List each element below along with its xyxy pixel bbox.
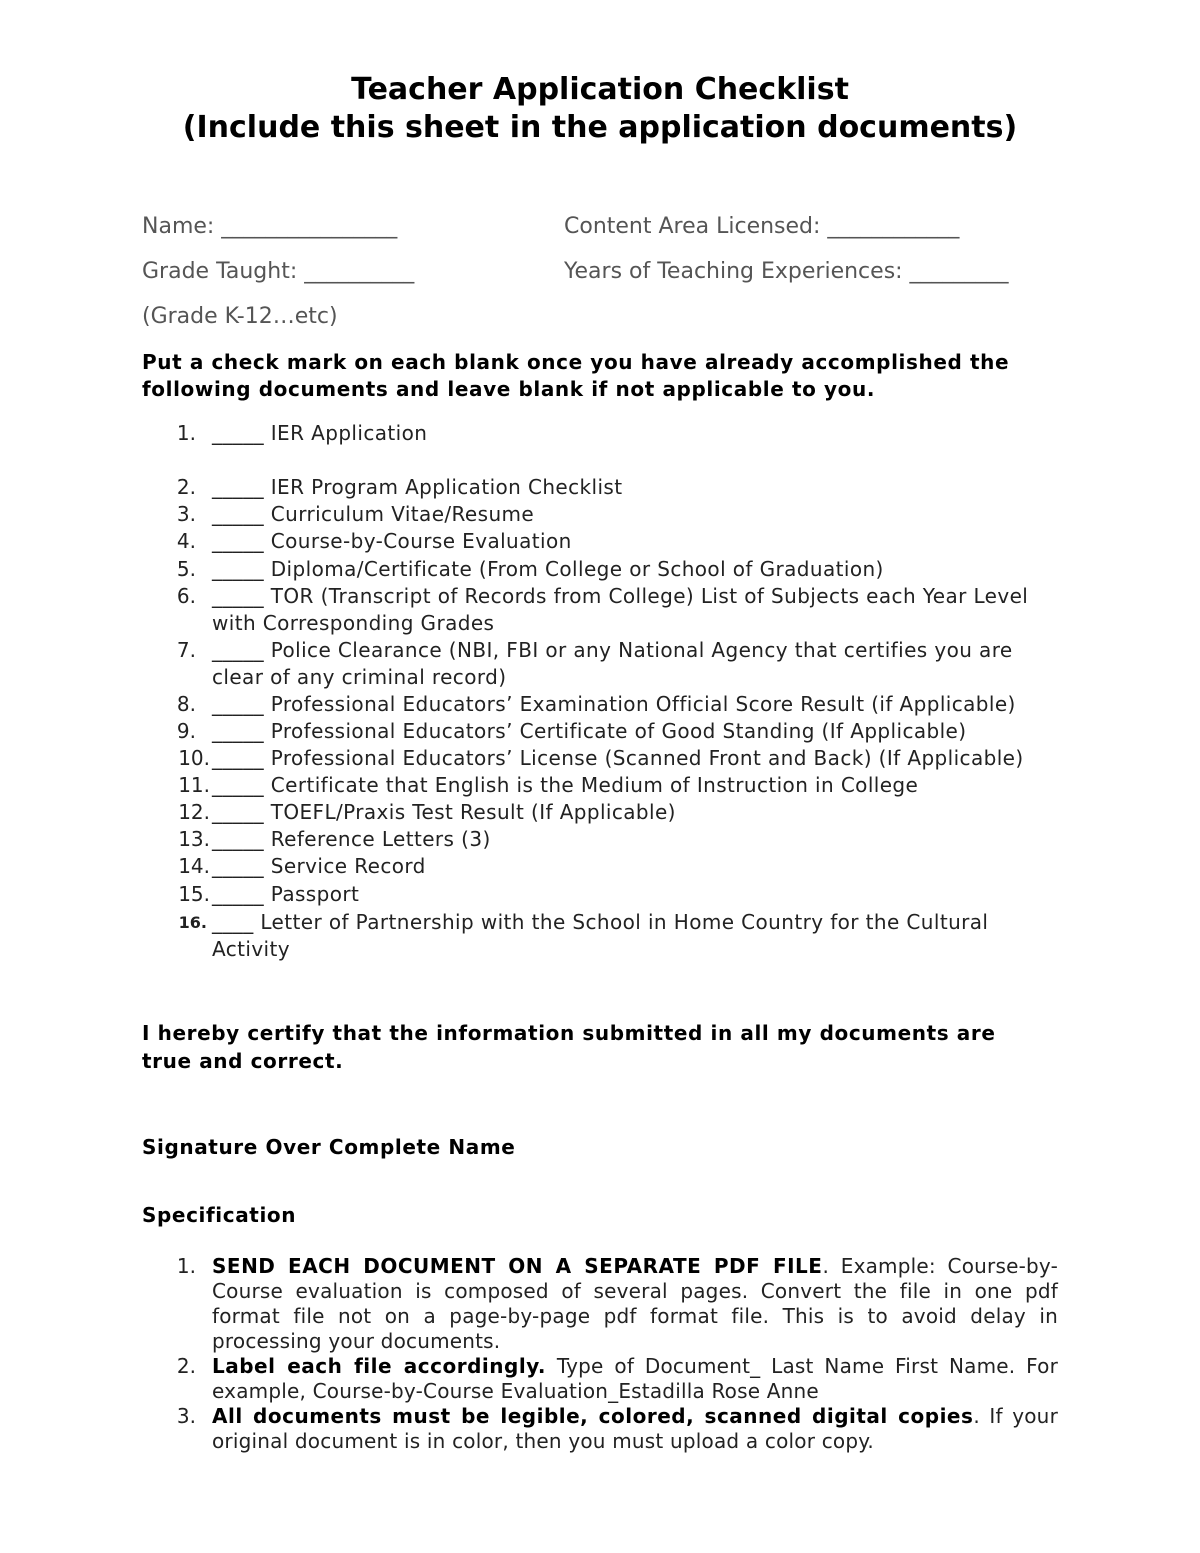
certify-line-2: true and correct. bbox=[142, 1049, 344, 1073]
page-title: Teacher Application Checklist bbox=[351, 72, 849, 107]
content-area-field: Content Area Licensed: ____________ bbox=[564, 214, 960, 239]
page-subtitle: (Include this sheet in the application documents) bbox=[182, 110, 1018, 145]
instructions-line-1: Put a check mark on each blank once you have already accomplished the bbox=[142, 350, 1010, 374]
signature-label: Signature Over Complete Name bbox=[142, 1135, 516, 1159]
grade-taught-field: Grade Taught: __________ bbox=[142, 259, 415, 284]
years-experience-field: Years of Teaching Experiences: _________ bbox=[564, 259, 1009, 284]
name-field: Name: ________________ bbox=[142, 214, 398, 239]
grade-hint: (Grade K-12…etc) bbox=[142, 304, 338, 329]
instructions-line-2: following documents and leave blank if not applicable to you. bbox=[142, 377, 876, 401]
certify-line-1: I hereby certify that the information submitted in all my documents are bbox=[142, 1021, 996, 1045]
specification-heading: Specification bbox=[142, 1203, 297, 1227]
